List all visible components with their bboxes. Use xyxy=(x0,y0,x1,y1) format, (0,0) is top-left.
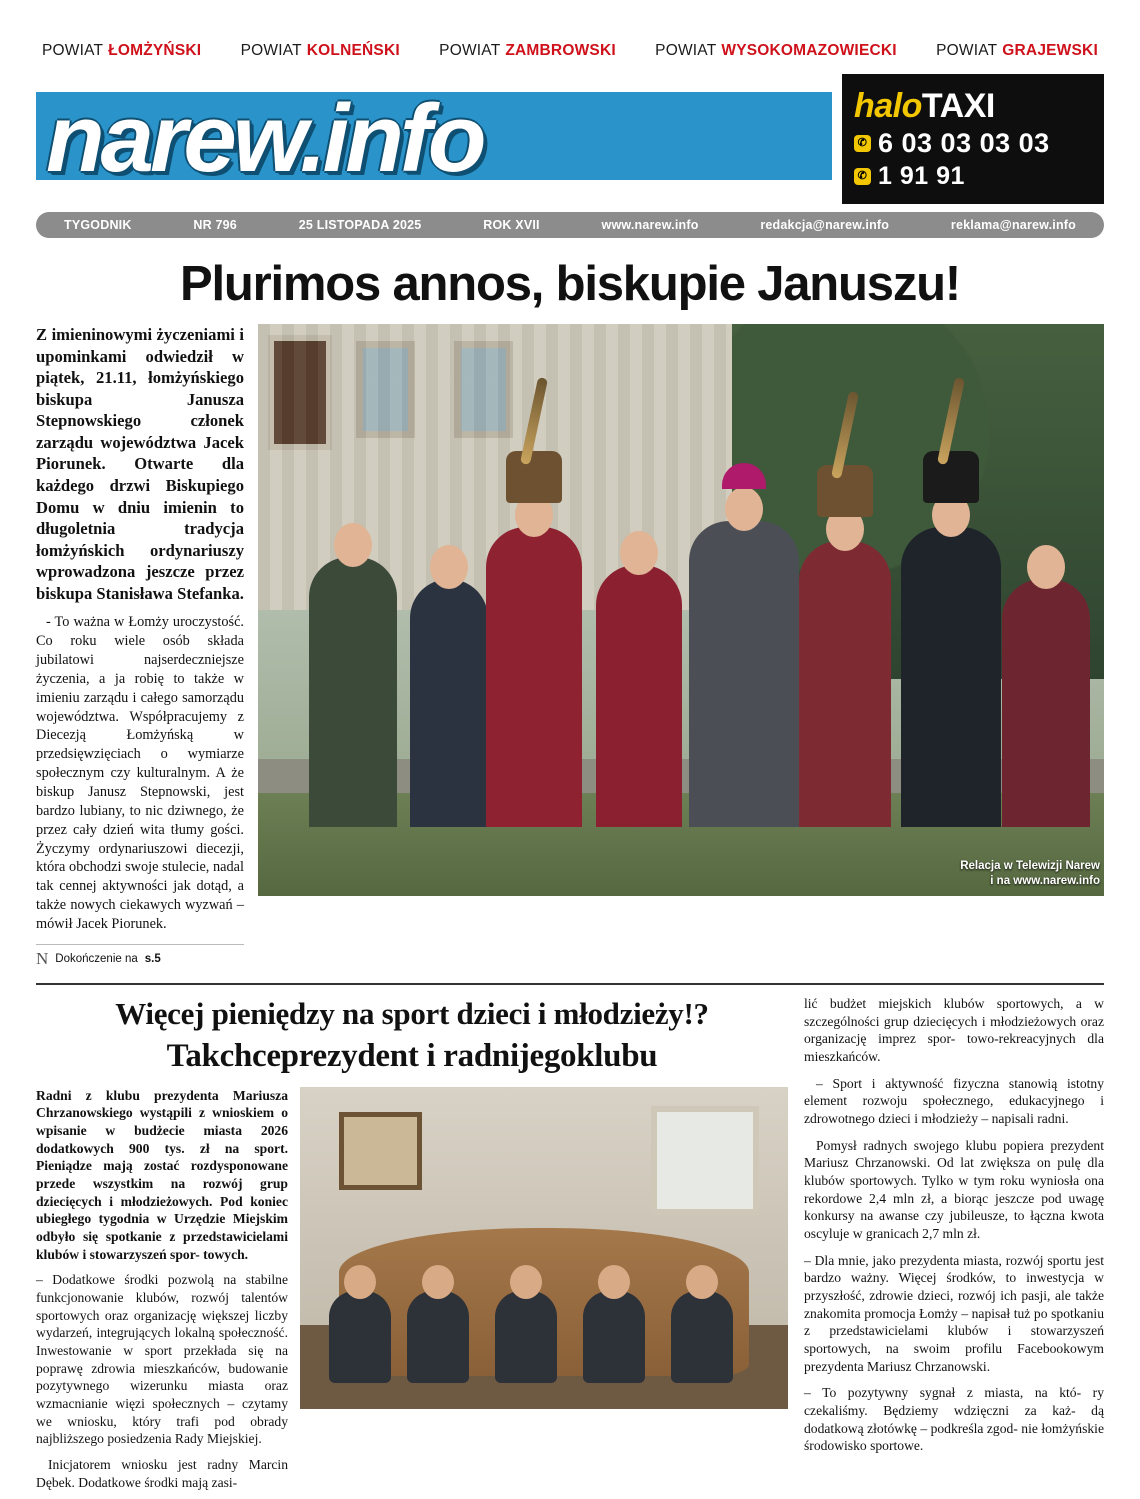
photo-person xyxy=(309,557,397,827)
second-headline-line-1: Więcej pieniędzy na sport dzieci i młodzieży!? xyxy=(115,995,709,1031)
powiat-name: ZAMBROWSKI xyxy=(505,42,616,59)
powiat-name: ŁOMŻYŃSKI xyxy=(108,42,202,59)
photo-meeting-participant xyxy=(495,1291,557,1383)
photo-window xyxy=(356,341,415,438)
photo-person xyxy=(410,579,488,827)
photo-caption-line-1: Relacja w Telewizji Narew xyxy=(960,859,1100,872)
powiat-word: POWIAT xyxy=(439,42,501,59)
powiat-word: POWIAT xyxy=(936,42,998,59)
narew-mark-icon: N xyxy=(36,948,49,968)
second-article-paragraph: – Sport i aktywność fizyczna stanowią istotny element rozwoju społecznego, edukacyjnego i zdrowotnego dzieci i młodzieży – napisali radni. xyxy=(804,1075,1104,1126)
photo-person-head xyxy=(334,523,372,567)
photo-person xyxy=(1002,579,1090,827)
info-date: 25 LISTOPADA 2025 xyxy=(298,218,422,232)
ad-brand-taxi: TAXI xyxy=(921,87,995,126)
powiat-item xyxy=(42,42,201,60)
info-issue-number: NR 796 xyxy=(193,218,237,232)
photo-participant-head xyxy=(686,1265,718,1299)
ad-brand-halo: halo xyxy=(854,87,922,126)
photo-participant-head xyxy=(422,1265,454,1299)
photo-meeting-participant xyxy=(407,1291,469,1383)
second-article-paragraph: Pomysł radnych swojego klubu popiera prezydent Mariusz Chrzanowski. Od lat zwiększa on pulę dla klubów sportowych. Tylko w tym roku wyniosła ona rekordowe 2,4 mln zł, a biorąc jeszcze pod uwagę konkursy na awanse czy jubileusze, to łączna kwota oscyluje w granicach 2,7 mln zł. xyxy=(804,1137,1104,1241)
powiat-word: POWIAT xyxy=(42,42,104,59)
photo-person-head xyxy=(430,545,468,589)
photo-person-kalpak xyxy=(817,465,873,517)
section-divider xyxy=(36,983,1104,985)
powiat-name: KOLNEŃSKI xyxy=(306,42,400,59)
second-article-paragraph: – Dodatkowe środki pozwolą na stabilne funkcjonowanie klubów, rozwój talentów sportowych oraz organizację większej liczby wydarzeń, integrujących lokalną społeczność. Inwestowanie w sport przekłada się na poprawę zdrowia mieszkańców, budowanie pozytywnego wizerunku miasta oraz wzmacnianie więzi społecznych – czytamy we wniosku, który trafi pod obrady najbliższego posiedzenia Rady Miejskiej. xyxy=(36,1272,288,1447)
second-article-columns xyxy=(36,1087,788,1499)
photo-participant-head xyxy=(510,1265,542,1299)
main-article-photo xyxy=(258,324,1104,896)
logo[interactable] xyxy=(36,74,832,204)
photo-person-kalpak xyxy=(923,451,979,503)
photo-participant-head xyxy=(344,1265,376,1299)
second-article-right-column xyxy=(804,995,1104,1499)
logo-text: narew.info xyxy=(46,85,483,192)
ad-phone-primary-text: 6 03 03 03 03 xyxy=(878,127,1050,158)
powiat-name: GRAJEWSKI xyxy=(1002,42,1098,59)
photo-caption-line-2[interactable]: i na www.narew.info xyxy=(990,875,1100,888)
second-article-paragraph: – Dla mnie, jako prezydenta miasta, rozwój sportu jest bardzo ważny. Więcej środków, to inwestycja w przyszłość, zdrowie dzieci, rozwój ich pasji, ale także znakomita promocja Łomży – napisał tuż po spotkaniu z przedstawicielami klubów i stowarzyszeń sportowych, na swoim profilu Facebookowym prezydenta Mariusz Chrzanowski. xyxy=(804,1252,1104,1374)
photo-person-head xyxy=(1027,545,1065,589)
ad-phone-primary xyxy=(854,128,1092,159)
photo-meeting-participant xyxy=(671,1291,733,1383)
continuation-page: s.5 xyxy=(144,952,161,965)
second-article-left xyxy=(36,995,788,1499)
main-article-text-column xyxy=(36,324,244,969)
second-article-text-column xyxy=(36,1087,288,1499)
second-headline-line-2: Takchceprezydent i radnijegoklubu xyxy=(166,1037,658,1074)
photo-person xyxy=(901,527,1001,827)
main-article-lead: Z imieninowymi życzeniami i upominkami odwiedził w piątek, 21.11, łomżyńskiego biskupa Janusza Stepnowskiego członek zarządu województwa Jacek Piorunek. Otwarte dla każdego drzwi Biskupiego Domu w dniu imienin to długoletnia tradycja łomżyńskich ordynariuszy wprowadzona jeszcze przez biskupa Stanisława Stefanka. xyxy=(36,325,244,603)
powiat-name: WYSOKOMAZOWIECKI xyxy=(721,42,897,59)
photo-meeting-participant xyxy=(583,1291,645,1383)
powiat-word: POWIAT xyxy=(240,42,302,59)
photo-person xyxy=(486,527,582,827)
second-article xyxy=(36,995,1104,1499)
second-article-photo xyxy=(300,1087,788,1409)
photo-door xyxy=(268,335,332,449)
photo-wall-picture xyxy=(339,1112,422,1189)
powiat-item xyxy=(936,42,1098,60)
main-article-body-paragraph: - To ważna w Łomży uroczystość. Co roku wiele osób składa jubilatowi najserdeczniejsze życzenia, a ja robię to także w imieniu zarządu i całego samorządu województwa. Współpracujemy z Diecezją Łomżyńską w przedsięwzięciach o wymiarze społecznym czy kulturalnym. A że biskup Janusz Stepnowski, jest bardzo lubiany, to nic dziwnego, że przez cały dzień wita tłumy gości. Życzymy ordynariuszowi diecezji, która obchodzi swoje stulecie, nadal tak cennej aktywności jak dotąd, a także nowych ciekawych wyzwań – mówił Jacek Piorunek. xyxy=(36,614,244,933)
second-article-paragraph: Inicjatorem wniosku jest radny Marcin Dębek. Dodatkowe środki mają zasi- xyxy=(36,1457,288,1490)
ad-phone-secondary-text: 1 91 91 xyxy=(878,161,965,190)
photo-caption xyxy=(960,859,1100,890)
powiat-item xyxy=(655,42,897,60)
powiat-strip xyxy=(36,0,1104,74)
phone-icon: ✆ xyxy=(854,168,871,185)
info-year: ROK XVII xyxy=(483,218,540,232)
photo-room-window xyxy=(651,1106,758,1215)
powiat-word: POWIAT xyxy=(655,42,717,59)
photo-participant-head xyxy=(598,1265,630,1299)
masthead xyxy=(36,74,1104,204)
photo-person-head xyxy=(620,531,658,575)
powiat-item xyxy=(241,42,400,60)
main-headline: Plurimos annos, biskupie Januszu! xyxy=(180,257,960,311)
issue-info-bar xyxy=(36,212,1104,238)
continuation-label: Dokończenie na xyxy=(55,952,138,965)
main-article-body xyxy=(36,613,244,934)
continuation-note[interactable] xyxy=(36,944,244,969)
photo-person xyxy=(799,541,891,827)
photo-meeting-participant xyxy=(329,1291,391,1383)
advertisement-halo-taxi[interactable] xyxy=(842,74,1104,204)
info-email-editorial[interactable]: redakcja@narew.info xyxy=(760,218,890,232)
ad-brand xyxy=(854,89,1092,125)
second-article-paragraph: – To pozytywny sygnał z miasta, na któ- ry czekaliśmy. Będziemy wdzięczni za każ- dą dodatkową złotówkę – podkreśla zgod- nie łomżyńskie środowisko sportowe. xyxy=(804,1385,1104,1454)
photo-bishop-head xyxy=(725,487,763,531)
second-article-lead: Radni z klubu prezydenta Mariusza Chrzanowskiego wystąpili z wnioskiem o wpisanie w budżecie miasta 2026 dodatkowych 900 tys. zł na sport. Pieniądze mają zostać rozdysponowane przede wszystkim na rozwój grup dziecięcych i młodzieżowych. Pod koniec ubiegłego tygodnia w Urzędzie Miejskim odbyło się spotkanie z przedstawicielami klubów i stowarzyszeń spor- towych. xyxy=(36,1087,288,1262)
info-periodicity: TYGODNIK xyxy=(64,218,132,232)
second-article-layout xyxy=(36,995,1104,1499)
ad-phone-secondary xyxy=(854,162,1092,191)
info-email-ads[interactable]: reklama@narew.info xyxy=(950,218,1076,232)
powiat-item xyxy=(439,42,616,60)
phone-icon: ✆ xyxy=(854,135,871,152)
info-website[interactable]: www.narew.info xyxy=(601,218,699,232)
photo-person xyxy=(596,565,682,827)
photo-bishop xyxy=(689,521,799,827)
photo-window xyxy=(454,341,513,438)
second-article-paragraph: lić budżet miejskich klubów sportowych, a w szczególności grup dziecięcych i młodzieżowych oraz organizację imprez spor- towo-rekreacyjnych dla mieszkańców. xyxy=(804,995,1104,1064)
photo-person-kalpak xyxy=(506,451,562,503)
main-article xyxy=(36,324,1104,969)
